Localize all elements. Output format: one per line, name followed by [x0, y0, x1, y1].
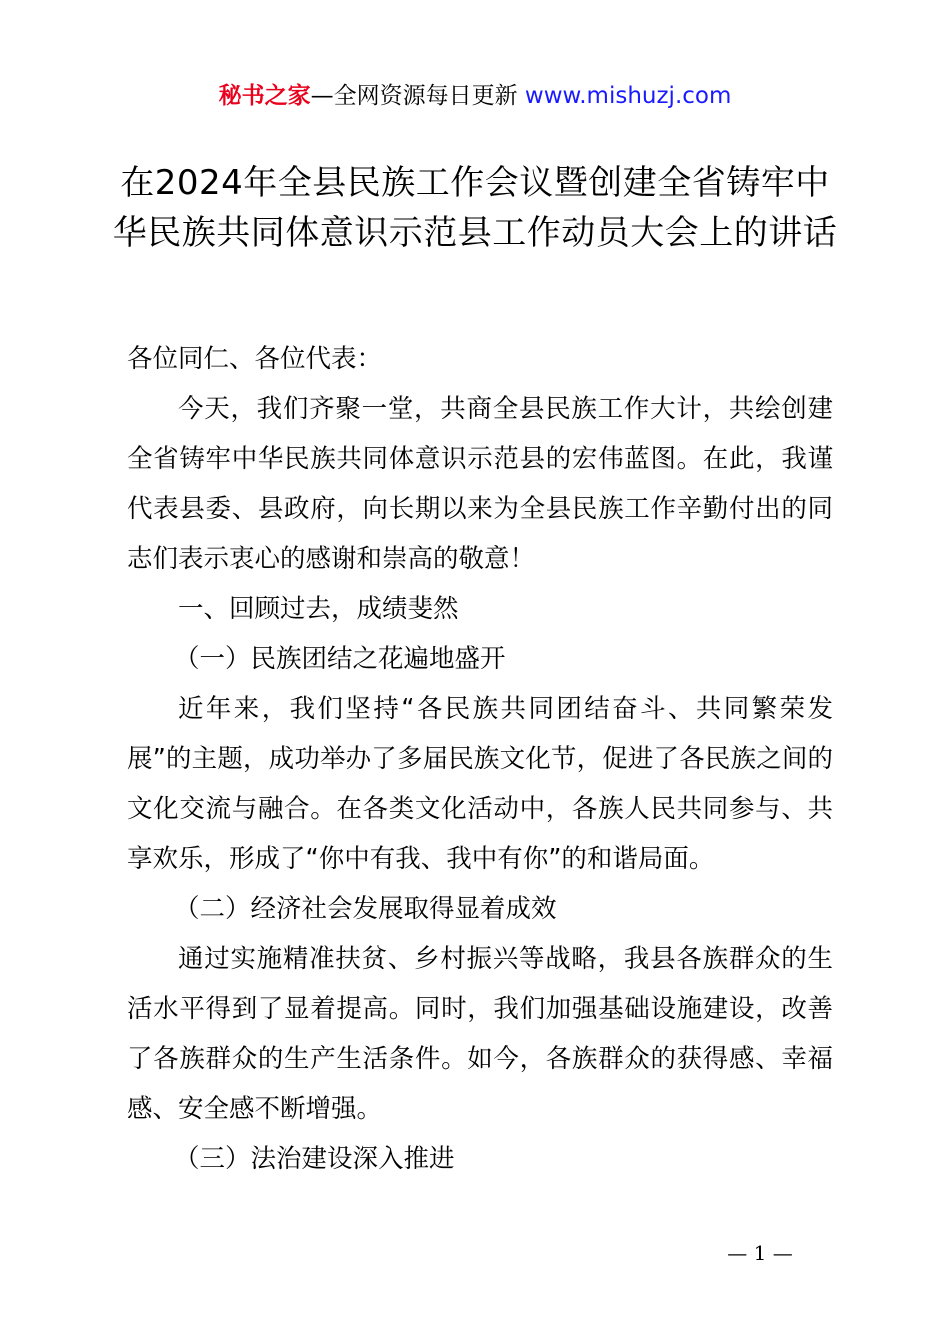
document-body — [127, 334, 833, 1184]
paragraph-opening: 今天，我们齐聚一堂，共商全县民族工作大计，共绘创建全省铸牢中华民族共同体意识示范县的宏伟蓝图。在此，我谨代表县委、县政府，向长期以来为全县民族工作辛勤付出的同志们表示衷心的感谢和崇高的敬意！ — [127, 394, 833, 574]
salutation: 各位同仁、各位代表： — [127, 344, 383, 374]
section-heading-1: 一、回顾过去，成绩斐然 — [178, 594, 459, 624]
subsection-heading-2: （二）经济社会发展取得显着成效 — [174, 894, 557, 924]
subsection-heading-1: （一）民族团结之花遍地盛开 — [174, 644, 506, 674]
page-number: — 1 — — [727, 1241, 793, 1265]
site-url-link[interactable]: www.mishuzj.com — [524, 83, 732, 109]
site-header — [0, 80, 950, 112]
header-tagline: —全网资源每日更新 — [310, 83, 518, 109]
brand-name: 秘书之家 — [218, 83, 311, 109]
paragraph-sub1: 近年来，我们坚持“各民族共同团结奋斗、共同繁荣发展”的主题，成功举办了多届民族文化节，促进了各民族之间的文化交流与融合。在各类文化活动中，各族人民共同参与、共享欢乐，形成了“你中有我、我中有你”的和谐局面。 — [127, 694, 833, 874]
document-title: 在2024年全县民族工作会议暨创建全省铸牢中华民族共同体意识示范县工作动员大会上的讲话 — [112, 163, 838, 253]
paragraph-sub2: 通过实施精准扶贫、乡村振兴等战略，我县各族群众的生活水平得到了显着提高。同时，我们加强基础设施建设，改善了各族群众的生产生活条件。如今，各族群众的获得感、幸福感、安全感不断增强。 — [127, 944, 833, 1124]
subsection-heading-3: （三）法治建设深入推进 — [174, 1144, 455, 1174]
